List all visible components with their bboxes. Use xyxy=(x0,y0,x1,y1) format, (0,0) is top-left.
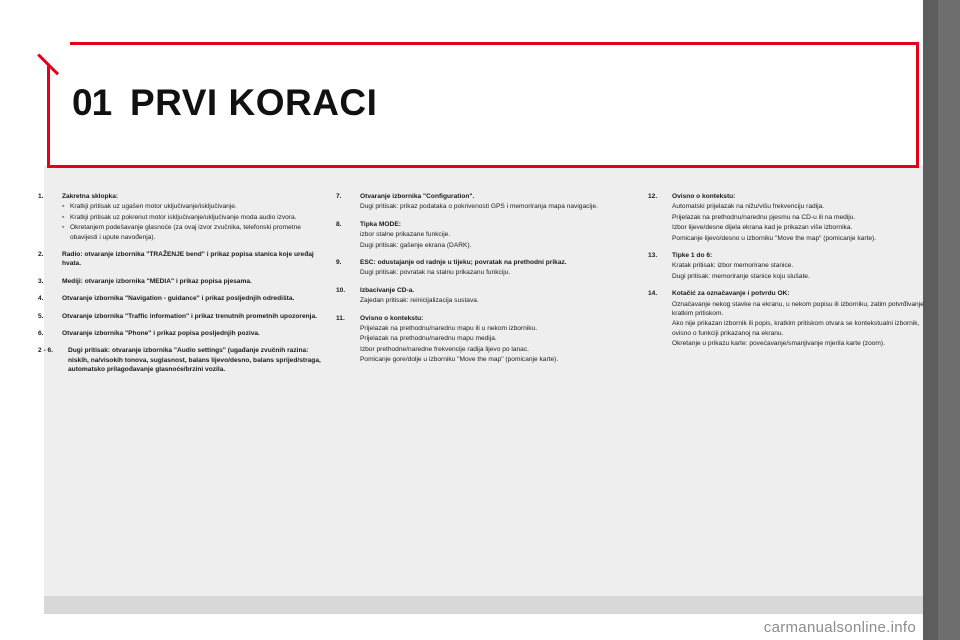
item-paragraph: Automatski prijelazak na nižu/višu frekvenciju radija. xyxy=(672,203,825,211)
text-column-2 xyxy=(336,192,626,368)
item-heading: Tipke 1 do 6: xyxy=(672,252,713,260)
item-number: 9. xyxy=(336,259,342,267)
item-paragraph: Okretanje u prikazu karte: povećavanje/smanjivanje mjerila karte (zoom). xyxy=(672,340,885,348)
item-number: 5. xyxy=(38,312,44,320)
sub-item xyxy=(62,223,328,242)
item-heading: Ovisno o kontekstu: xyxy=(360,314,424,322)
item-paragraph: Dugi pritisak: memoriranje stanice koju slušate. xyxy=(672,272,810,280)
list-item xyxy=(38,294,328,303)
item-paragraph: Označavanje nekog stavke na ekranu, u nekom popisu ili izborniku, zatim potvrđivanje kratkim pritiskom. xyxy=(672,300,924,318)
item-number: 2. xyxy=(38,251,44,259)
item-number: 12. xyxy=(648,193,658,200)
item-number: 2 - 6. xyxy=(38,347,54,355)
list-item xyxy=(336,286,626,306)
item-number: 13. xyxy=(648,252,658,260)
list-item xyxy=(38,277,328,286)
item-heading: Radio: otvaranje izbornika "TRAŽENJE bend" i prikaz popisa stanica koje uređaj hvata. xyxy=(62,251,314,268)
item-paragraph: Prijelazak na prethodnu/narednu pjesmu na CD-u ili na mediju. xyxy=(672,213,856,221)
item-heading: Dugi pritisak: otvaranje izbornika "Audio settings" (ugađanje zvučnih razina: niskih, na/visokih tonova, suglasnost, balans lijevo/desno, balans sprijed/straga, automatsko prilagođavanje glasnoće/brzini vozila. xyxy=(68,347,321,374)
list-item xyxy=(38,312,328,321)
item-number: 7. xyxy=(336,193,342,200)
item-paragraph: Dugi pritisak: povratak na stalnu prikazanu funkciju. xyxy=(360,269,511,277)
item-number: 11. xyxy=(336,314,345,322)
list-item xyxy=(336,220,626,250)
item-paragraph: Kratak pritisak: izbor memorirane stanice. xyxy=(672,262,794,270)
item-heading: Otvaranje izbornika "Navigation - guidance" i prikaz posljednjih odredišta. xyxy=(62,295,295,303)
text-column-3 xyxy=(648,192,938,352)
sub-item-text: Okretanjem podešavanje glasnoće (za ovaj izvor zvučnika, telefonski prometne obavijesti i upute navođenja). xyxy=(70,224,301,241)
bottom-strip xyxy=(44,596,923,614)
item-number: 14. xyxy=(648,290,658,298)
item-heading: Otvaranje izbornika "Configuration". xyxy=(360,193,475,200)
list-item xyxy=(38,192,328,242)
list-item xyxy=(648,192,938,243)
item-paragraph: Prijelazak na prethodnu/narednu mapu ili u nekom izborniku. xyxy=(360,325,538,333)
bullet-icon: ▪ xyxy=(62,203,65,211)
item-number: 1. xyxy=(38,193,44,200)
sub-item xyxy=(62,213,328,222)
item-paragraph: Izbor prethodne/naredne frekvencije radija lijevo po lanac. xyxy=(360,345,529,353)
list-item xyxy=(648,251,938,281)
list-item xyxy=(336,258,626,278)
text-column-1 xyxy=(38,192,328,378)
item-heading: ESC: odustajanje od radnje u tijeku; povratak na prethodni prikaz. xyxy=(360,259,567,267)
sub-item xyxy=(62,202,328,211)
item-heading: Otvaranje izbornika "Phone" i prikaz popisa posljednjih poziva. xyxy=(62,330,260,338)
item-heading: Mediji: otvaranje izbornika "MEDIA" i prikaz popisa pjesama. xyxy=(62,277,252,285)
item-paragraph: Pomicanje lijevo/desno u izborniku "Move the map" (pomicanje karte). xyxy=(672,234,877,242)
chapter-number: 01 xyxy=(72,82,112,123)
bullet-icon: ▪ xyxy=(62,224,65,232)
list-item xyxy=(336,192,626,212)
item-heading: Kotačić za označavanje i potvrdu OK: xyxy=(672,290,790,298)
list-item xyxy=(38,329,328,338)
list-item xyxy=(38,250,328,269)
list-item xyxy=(648,289,938,348)
bullet-icon: ▪ xyxy=(62,213,65,221)
watermark: carmanualsonline.info xyxy=(763,619,916,636)
item-paragraph: Pomicanje gore/dolje u izborniku "Move the map" (pomicanje karte). xyxy=(360,356,559,364)
item-heading: Tipka MODE: xyxy=(360,220,401,228)
item-number: 10. xyxy=(336,286,346,294)
item-number: 3. xyxy=(38,277,44,285)
page-title: PRVI KORACI xyxy=(130,82,378,123)
sub-item-text: Kratkji pritisak uz ugašen motor uključivanje/isključivanje. xyxy=(70,203,237,211)
item-paragraph: Ako nije prikazan izbornik ili popis, kratkim pritiskom otvara se kontekstualni izbornik, ovisno o funkciji prikazanoj na ekranu. xyxy=(672,320,920,337)
item-heading: Izbacivanje CD-a. xyxy=(360,286,415,294)
item-number: 6. xyxy=(38,330,44,338)
item-paragraph: Prijelazak na prethodnu/narednu mapu medija. xyxy=(360,335,497,343)
item-paragraph: Dugi pritisak: prikaz podataka o pokrivenosti GPS i memoriranja mapa navigacije. xyxy=(360,203,598,211)
item-number: 4. xyxy=(38,295,44,303)
item-paragraph: Dugi pritisak: gašenje ekrana (DARK). xyxy=(360,241,472,249)
list-item xyxy=(38,346,328,374)
list-item xyxy=(336,314,626,365)
item-paragraph: izbor stalne prikazane funkcije. xyxy=(360,231,451,239)
item-heading: Otvaranje izbornika "Traffic information" i prikaz trenutnih prometnih upozorenja. xyxy=(62,312,318,320)
item-heading: Ovisno o kontekstu: xyxy=(672,193,736,200)
item-heading: Zakretna sklopka: xyxy=(62,193,119,200)
item-paragraph: Izbor lijeve/desne dijela ekrana kad je prikazan više izbornika. xyxy=(672,224,853,232)
item-paragraph: Zajedan pritisak: reinicijalizacija sustava. xyxy=(360,297,479,305)
right-band-inner xyxy=(938,0,960,640)
sub-item-text: Kratkji pritisak uz pokrenut motor isključivanje/uključivanje moda audio izvora. xyxy=(70,213,297,221)
item-number: 8. xyxy=(336,220,342,228)
